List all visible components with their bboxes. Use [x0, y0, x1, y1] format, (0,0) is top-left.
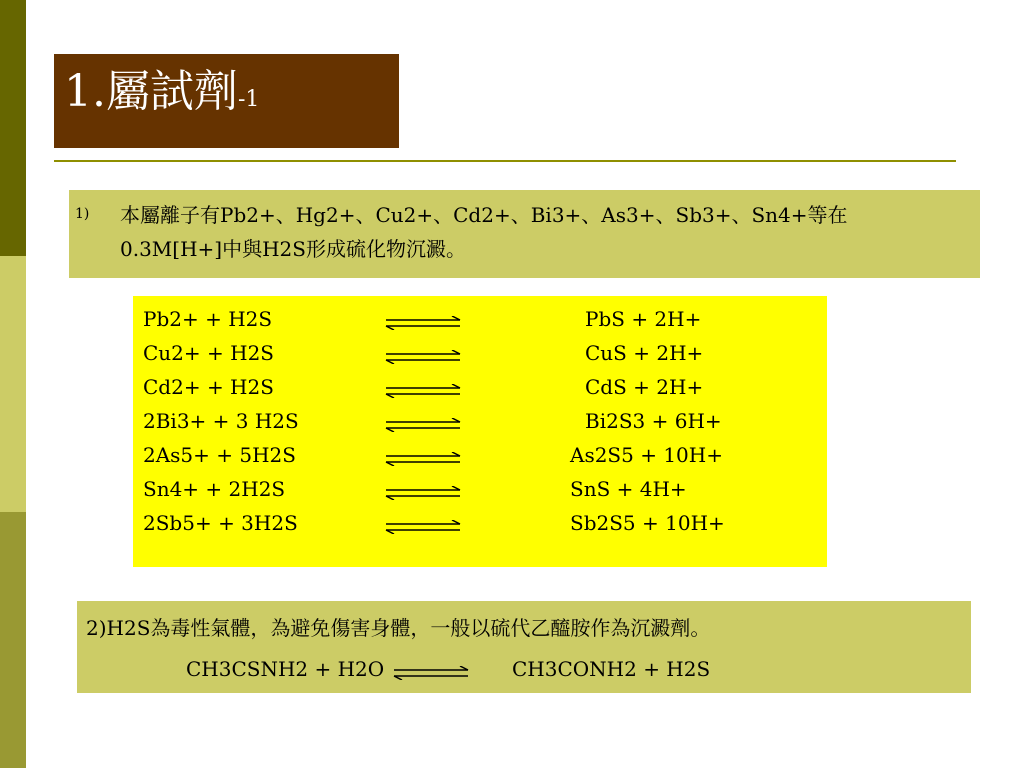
equilibrium-arrow-icon	[384, 452, 462, 466]
reaction-left: Cd2+ + H2S	[143, 375, 274, 399]
reaction-right: CdS + 2H+	[585, 375, 704, 399]
equilibrium-arrow-icon	[384, 520, 462, 534]
reaction-right: Sb2S5 + 10H+	[570, 511, 725, 535]
slide-title	[64, 66, 259, 119]
equilibrium-arrow-icon	[384, 486, 462, 500]
reaction-left: Cu2+ + H2S	[143, 341, 275, 365]
equilibrium-arrow-icon	[384, 350, 462, 364]
equilibrium-arrow-icon	[384, 418, 462, 432]
reaction-right: CuS + 2H+	[585, 341, 704, 365]
reaction-right: PbS + 2H+	[585, 307, 702, 331]
reaction-left: Pb2+ + H2S	[143, 307, 273, 331]
intro-text	[120, 198, 848, 266]
reaction-left: 2As5+ + 5H2S	[143, 443, 296, 467]
sidebar-decoration	[0, 0, 26, 768]
reagent-text: 2)H2S為毒性氣體，為避免傷害身體，一般以硫代乙醯胺作為沉澱劑。	[86, 616, 711, 640]
title-divider	[54, 160, 956, 162]
reagent-eq-right: CH3CONH2 + H2S	[512, 657, 711, 681]
sidebar-block	[0, 512, 26, 768]
intro-line-1: 本屬離子有Pb2+、Hg2+、Cu2+、Cd2+、Bi3+、As3+、Sb3+、Sn4+等在	[120, 203, 848, 227]
reaction-left: Sn4+ + 2H2S	[143, 477, 286, 501]
item-number: 1)	[75, 206, 90, 222]
intro-line-2: 0.3M[H+]中與H2S形成硫化物沉澱。	[120, 237, 466, 261]
reaction-right: SnS + 4H+	[570, 477, 687, 501]
equilibrium-arrow-icon	[392, 666, 470, 680]
reaction-right: Bi2S3 + 6H+	[585, 409, 722, 433]
equilibrium-arrow-icon	[384, 316, 462, 330]
sidebar-block	[0, 256, 26, 512]
reaction-left: 2Sb5+ + 3H2S	[143, 511, 298, 535]
reaction-right: As2S5 + 10H+	[570, 443, 723, 467]
title-suffix: -1	[237, 87, 260, 112]
title-main: 1.屬試劑	[64, 66, 238, 117]
sidebar-block	[0, 0, 26, 256]
reaction-left: 2Bi3+ + 3 H2S	[143, 409, 299, 433]
reagent-eq-left: CH3CSNH2 + H2O	[186, 657, 385, 681]
equilibrium-arrow-icon	[384, 384, 462, 398]
